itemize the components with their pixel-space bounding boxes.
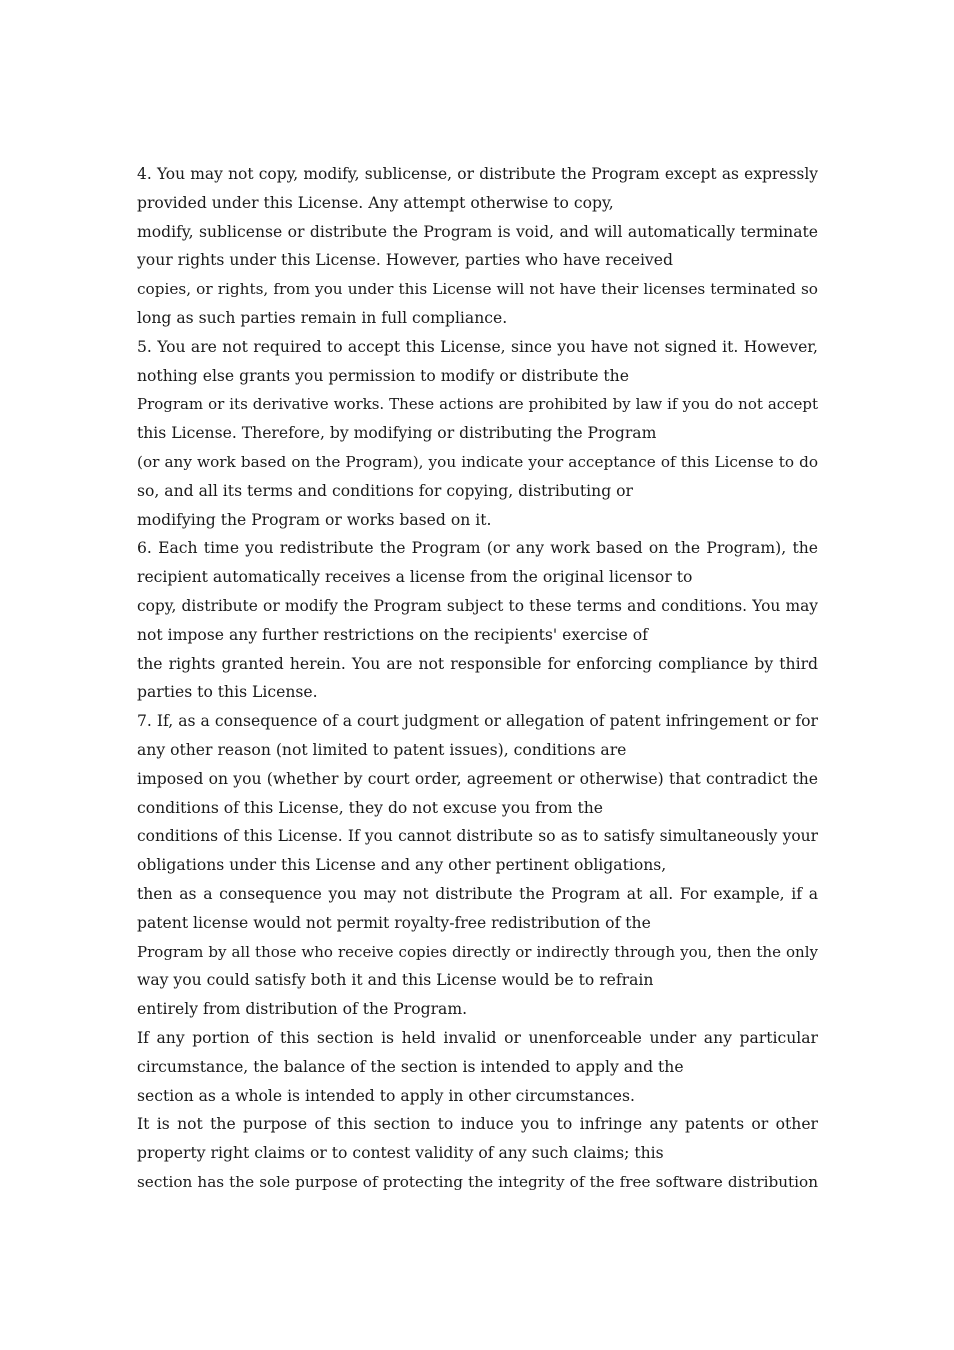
text-line: so, and all its terms and conditions for copying, distributing or (137, 481, 633, 500)
text-line: nothing else grants you permission to modify or distribute the (137, 366, 629, 385)
text-line: obligations under this License and any other pertinent obligations, (137, 856, 667, 875)
text-line: property right claims or to contest validity of any such claims; this (137, 1144, 664, 1163)
text-line: conditions of this License. If you cannot distribute so as to satisfy simultaneously your (137, 827, 818, 846)
text-line: this License. Therefore, by modifying or distributing the Program (137, 424, 657, 443)
text-line: parties to this License. (137, 683, 318, 702)
text-line: 5. You are not required to accept this License, since you have not signed it. However, (137, 337, 818, 356)
text-line: entirely from distribution of the Program. (137, 1000, 468, 1019)
text-line: If any portion of this section is held invalid or unenforceable under any particular (137, 1028, 818, 1047)
text-line: Program or its derivative works. These actions are prohibited by law if you do not accept (137, 395, 818, 414)
text-line: way you could satisfy both it and this License would be to refrain (137, 971, 654, 990)
text-line: any other reason (not limited to patent issues), conditions are (137, 740, 627, 759)
license-text-body (137, 160, 818, 1197)
text-line: provided under this License. Any attempt otherwise to copy, (137, 193, 614, 212)
text-line: the rights granted herein. You are not responsible for enforcing compliance by third (137, 654, 818, 673)
text-line: Program by all those who receive copies directly or indirectly through you, then the only (137, 942, 818, 961)
section-5-paragraph (137, 333, 818, 535)
text-line: imposed on you (whether by court order, agreement or otherwise) that contradict the (137, 769, 818, 788)
text-line: 4. You may not copy, modify, sublicense, or distribute the Program except as expressly (137, 165, 818, 183)
text-line: modifying the Program or works based on it. (137, 510, 492, 529)
text-line: (or any work based on the Program), you indicate your acceptance of this License to do (137, 452, 818, 471)
text-line: modify, sublicense or distribute the Program is void, and will automatically terminate (137, 222, 818, 241)
text-line: section has the sole purpose of protecting the integrity of the free software distribution (137, 1172, 818, 1191)
purpose-paragraph (137, 1110, 818, 1196)
text-line: copies, or rights, from you under this License will not have their licenses terminated so (137, 280, 818, 299)
text-line: section as a whole is intended to apply in other circumstances. (137, 1086, 635, 1105)
text-line: patent license would not permit royalty-free redistribution of the (137, 913, 651, 932)
section-4-paragraph (137, 160, 818, 333)
text-line: conditions of this License, they do not excuse you from the (137, 798, 604, 817)
text-line: recipient automatically receives a license from the original licensor to (137, 568, 693, 587)
severability-paragraph (137, 1024, 818, 1110)
text-line: 7. If, as a consequence of a court judgment or allegation of patent infringement or for (137, 712, 818, 731)
text-line: then as a consequence you may not distribute the Program at all. For example, if a (137, 884, 818, 903)
section-6-paragraph (137, 534, 818, 707)
text-line: your rights under this License. However, parties who have received (137, 251, 673, 270)
text-line: 6. Each time you redistribute the Program (or any work based on the Program), the (137, 539, 818, 558)
text-line: It is not the purpose of this section to induce you to infringe any patents or other (137, 1115, 818, 1134)
text-line: not impose any further restrictions on the recipients' exercise of (137, 625, 648, 644)
text-line: long as such parties remain in full compliance. (137, 308, 508, 327)
text-line: copy, distribute or modify the Program subject to these terms and conditions. You may (137, 596, 818, 615)
section-7-paragraph (137, 707, 818, 1024)
text-line: circumstance, the balance of the section is intended to apply and the (137, 1057, 684, 1076)
